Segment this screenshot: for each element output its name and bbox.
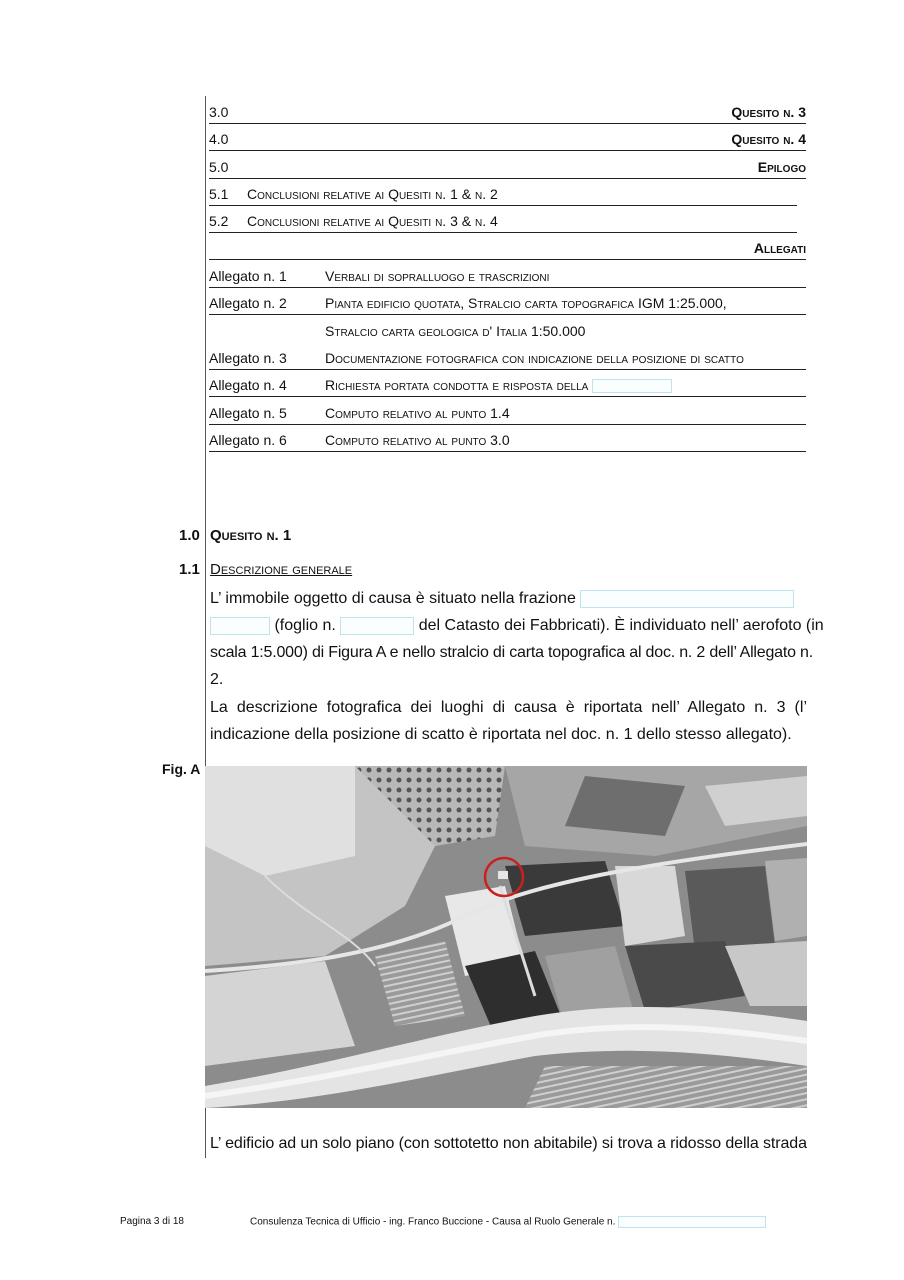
footer-page-number: Pagina 3 di 18: [120, 1216, 184, 1227]
para-text: (foglio n.: [274, 617, 336, 634]
para-text: L’ immobile oggetto di causa è situato nella frazione: [210, 590, 576, 607]
attachment-label: Allegato n. 5: [209, 405, 287, 421]
toc-title: Conclusioni relative ai Quesiti n. 1 & n. 2: [247, 186, 498, 202]
para-text: del Catasto dei Fabbricati). È individuato nell’ aerofoto (in: [418, 617, 824, 634]
paragraph-photo: La descrizione fotografica dei luoghi di causa è riportata nell’ Allegato n. 3 (l’ indicazione della posizione di scatto è riportata nel doc. n. 1 dello stesso allegato).: [210, 699, 807, 743]
attachment-row[interactable]: [209, 265, 806, 288]
attachment-row[interactable]: [209, 374, 806, 397]
allegati-title: Allegati: [753, 240, 806, 256]
toc-title: Epilogo: [757, 159, 806, 175]
attachment-label: Allegato n. 1: [209, 268, 287, 284]
attachment-desc: Verbali di sopralluogo e trascrizioni: [325, 268, 550, 284]
attachment-label: Allegato n. 2: [209, 295, 287, 311]
attachment-row[interactable]: [209, 429, 806, 452]
attachment-desc: Computo relativo al punto 3.0: [325, 432, 510, 448]
attachment-desc-text: Richiesta portata condotta e risposta della: [325, 377, 589, 393]
toc-row[interactable]: [209, 156, 806, 179]
redaction-box: [592, 379, 672, 393]
toc-row[interactable]: [209, 128, 806, 151]
toc-title: Quesito n. 4: [731, 131, 806, 147]
toc-number: 3.0: [209, 104, 229, 120]
toc-number: 4.0: [209, 131, 229, 147]
aerial-photo-drawing: [205, 766, 807, 1108]
attachment-desc: Stralcio carta geologica d' Italia 1:50.000: [325, 323, 586, 339]
toc-number: 5.1: [209, 186, 229, 202]
toc-row[interactable]: [209, 210, 797, 233]
subsection-title: Descrizione generale: [210, 561, 353, 578]
toc-title: Conclusioni relative ai Quesiti n. 3 & n. 4: [247, 213, 498, 229]
section-number: 1.0: [179, 527, 200, 544]
toc-row[interactable]: [209, 101, 806, 124]
para-line: 2.: [210, 671, 224, 688]
redaction-box: [618, 1216, 766, 1228]
figure-label: Fig. A: [162, 761, 201, 777]
para-line: scala 1:5.000) di Figura A e nello stralcio di carta topografica al doc. n. 2 dell’ Allegato n.: [210, 644, 814, 661]
para-line: [210, 585, 807, 612]
toc-title: Quesito n. 3: [731, 104, 806, 120]
attachment-desc: Documentazione fotografica con indicazione della posizione di scatto: [325, 350, 744, 366]
attachment-label: Allegato n. 3: [209, 350, 287, 366]
attachment-label: Allegato n. 6: [209, 432, 287, 448]
paragraph-building: L’ edificio ad un solo piano (con sottotetto non abitabile) si trova a ridosso della strada: [210, 1135, 807, 1152]
para-line: [210, 612, 824, 639]
paragraph-description: [210, 585, 824, 693]
attachment-row-continued: [209, 320, 806, 342]
toc-row[interactable]: [209, 183, 797, 206]
aerial-photo: [205, 766, 807, 1108]
subsection-number: 1.1: [179, 561, 200, 578]
toc-number: 5.0: [209, 159, 229, 175]
section-title: Quesito n. 1: [210, 527, 292, 544]
footer-text: [250, 1216, 766, 1228]
toc-number: 5.2: [209, 213, 229, 229]
attachment-row[interactable]: [209, 292, 806, 315]
redaction-box: [340, 617, 414, 635]
attachment-row[interactable]: [209, 347, 806, 370]
attachment-label: Allegato n. 4: [209, 377, 287, 393]
attachment-desc: Computo relativo al punto 1.4: [325, 405, 510, 421]
footer-text-label: Consulenza Tecnica di Ufficio - ing. Franco Buccione - Causa al Ruolo Generale n.: [250, 1216, 616, 1228]
attachment-desc: Pianta edificio quotata, Stralcio carta topografica IGM 1:25.000,: [325, 295, 727, 311]
attachment-row[interactable]: [209, 402, 806, 425]
attachment-desc: [325, 374, 672, 396]
redaction-box: [210, 617, 270, 635]
redaction-box: [580, 590, 794, 608]
toc-row[interactable]: [209, 237, 806, 260]
